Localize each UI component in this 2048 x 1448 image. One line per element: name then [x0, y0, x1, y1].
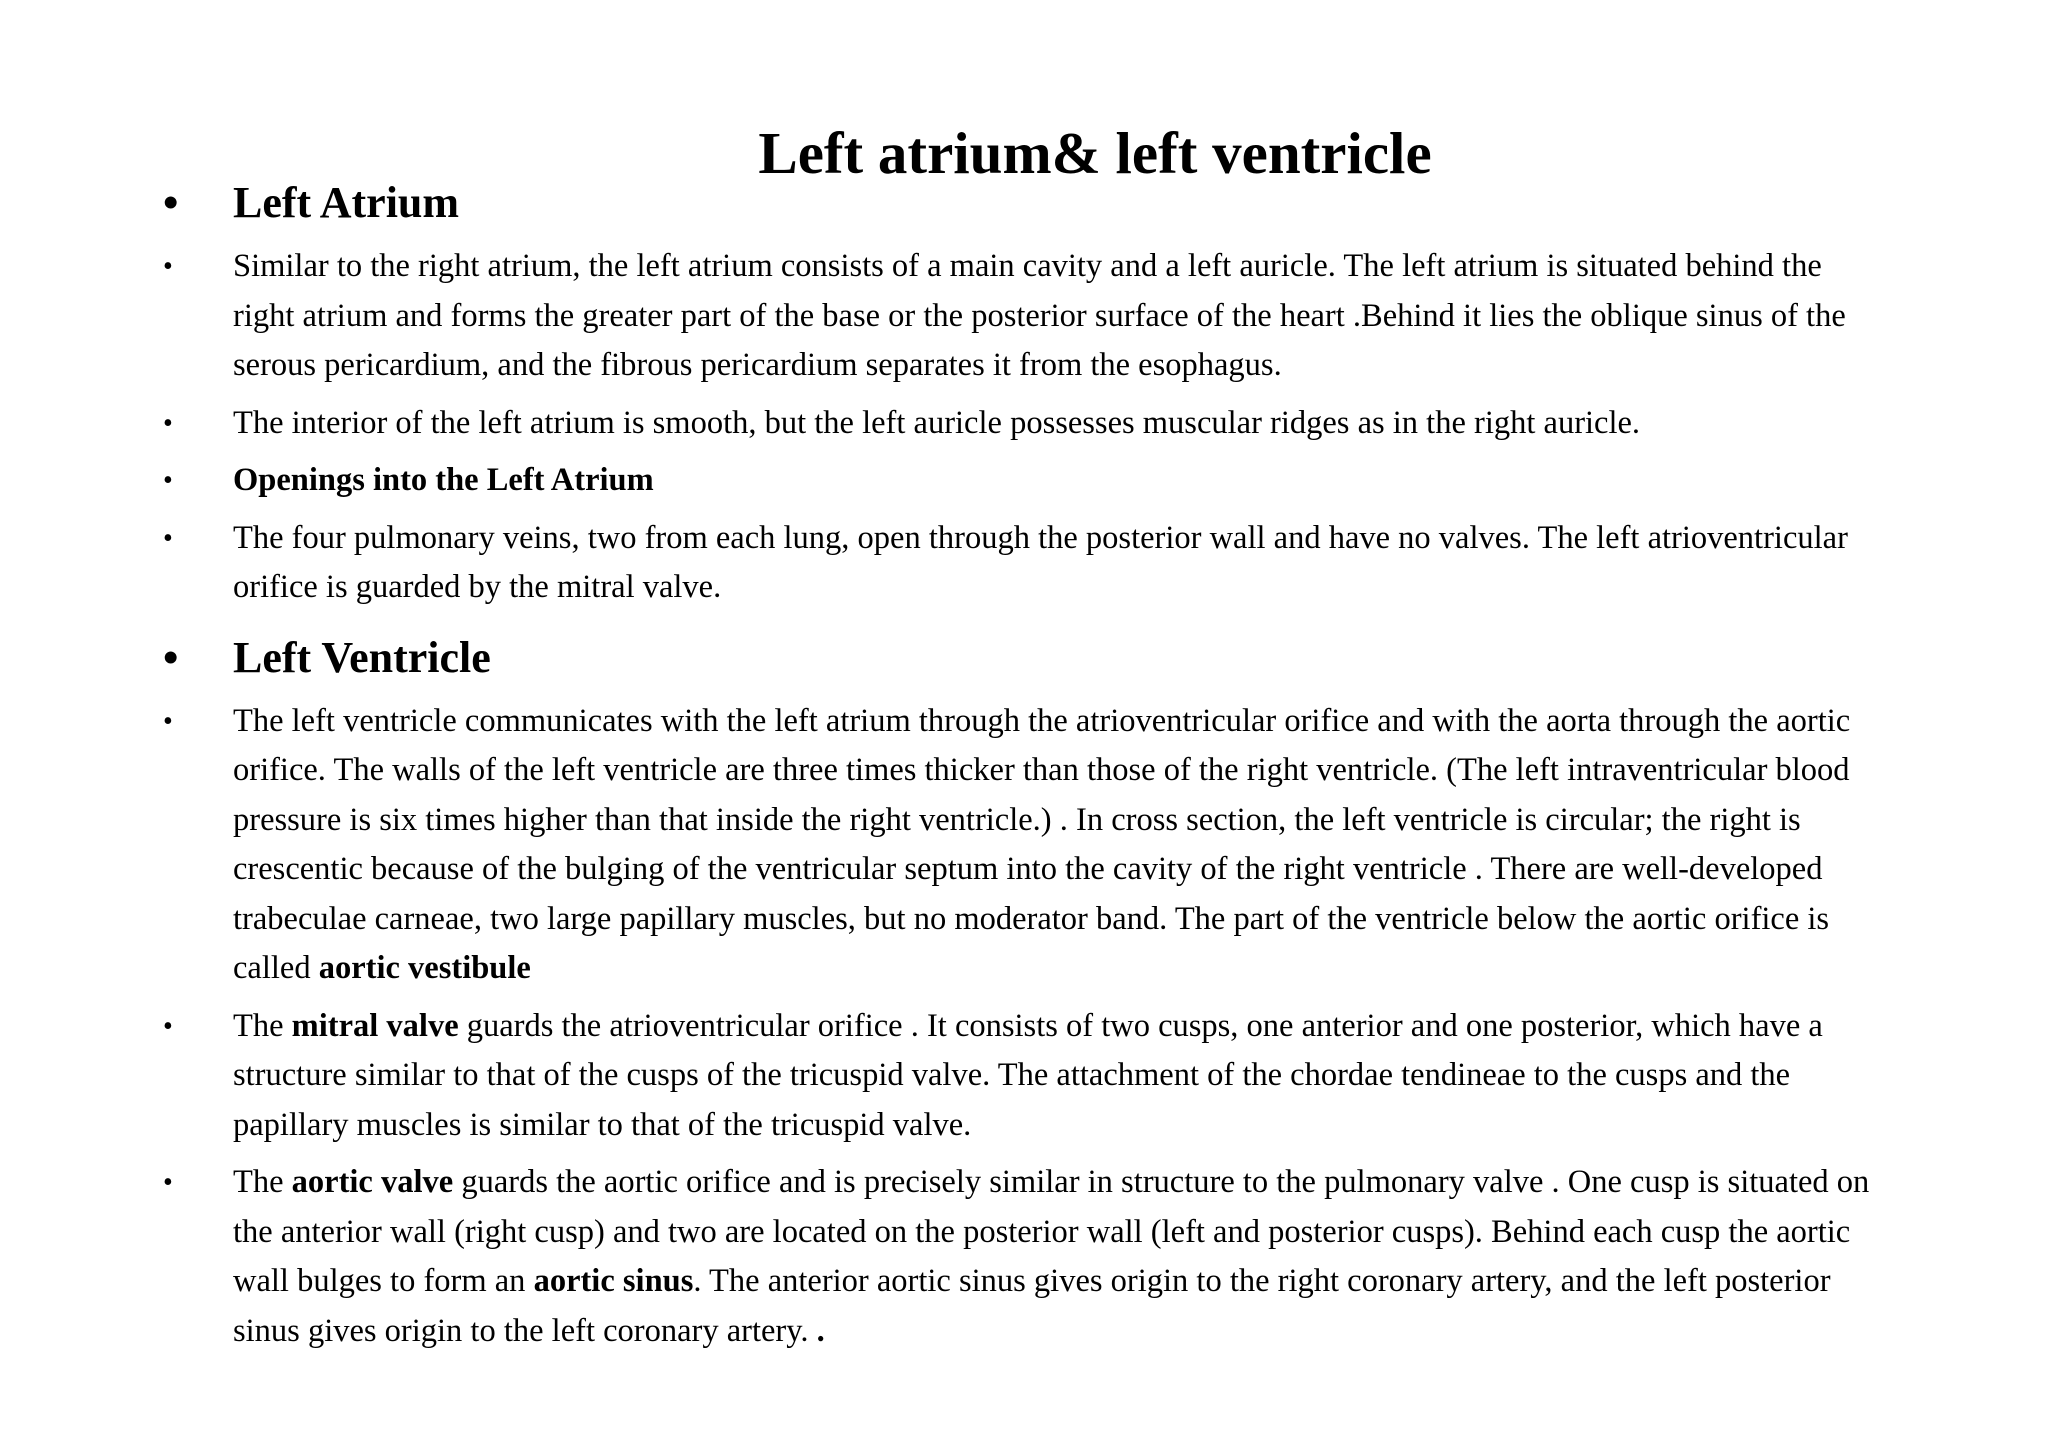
list-item	[0, 514, 1873, 613]
bold-term: aortic sinus	[533, 1263, 694, 1299]
bullet: •	[163, 1167, 173, 1198]
bullet: •	[163, 705, 173, 737]
paragraph-text	[233, 1164, 1869, 1349]
content-list	[0, 172, 2048, 1356]
bullet: •	[163, 178, 179, 227]
paragraph-text	[233, 1008, 1823, 1143]
text-run: . The anterior aortic sinus gives origin to the right coronary artery, and the left posterior sinus gives origin to the left coronary artery.	[233, 1263, 1831, 1349]
list-item	[0, 399, 1873, 449]
heading-text: Left Atrium	[233, 178, 460, 227]
bold-term: aortic valve	[291, 1164, 454, 1200]
bullet: •	[163, 465, 173, 496]
bold-term: mitral valve	[291, 1007, 459, 1044]
bullet: •	[163, 522, 173, 554]
bullet: •	[163, 251, 173, 282]
bold-term: aortic vestibule	[318, 950, 531, 986]
text-run: The	[233, 1007, 292, 1044]
section-heading-left-atrium	[0, 172, 1873, 234]
list-item	[0, 697, 1873, 994]
paragraph-text	[233, 703, 1850, 987]
text-run: guards the atrioventricular orifice . It consists of two cusps, one anterior and one posterior, which have a structure similar to that of the cusps of the tricuspid valve. The attachment of the chordae tendineae to the cusps and the papillary muscles is similar to that of the tricuspid valve.	[233, 1007, 1823, 1143]
list-item	[0, 242, 1873, 391]
bullet: •	[163, 1010, 173, 1042]
bold-period: .	[816, 1312, 825, 1349]
bullet: •	[163, 632, 179, 682]
subheading-text: Openings into the Left Atrium	[233, 462, 654, 498]
paragraph-text: The interior of the left atrium is smooth, but the left auricle possesses muscular ridges as in the right auricle.	[233, 404, 1641, 441]
heading-text: Left Ventricle	[233, 632, 491, 682]
paragraph-text: Similar to the right atrium, the left atrium consists of a main cavity and a left auricle. The left atrium is situated behind the right atrium and forms the greater part of the base or the posterior surface of the heart .Behind it lies the oblique sinus of the serous pericardium, and the fibrous pericardium separates it from the esophagus.	[233, 248, 1846, 383]
section-heading-left-ventricle	[0, 627, 1873, 689]
text-run: guards the aortic orifice and is precisely similar in structure to the pulmonary valve . One cusp is situated on the anterior wall (right cusp) and two are located on the posterior wall (left and posterior cusps). Behind each cusp the aortic wall bulges to form an	[233, 1164, 1870, 1299]
bullet: •	[163, 407, 173, 439]
text-run: The	[233, 1164, 292, 1200]
list-item	[0, 1158, 1873, 1356]
paragraph-text: The four pulmonary veins, two from each lung, open through the posterior wall and have no valves. The left atrioventricular orifice is guarded by the mitral valve.	[233, 519, 1848, 605]
text-run: The left ventricle communicates with the left atrium through the atrioventricular orifice and with the aorta through the aortic orifice. The walls of the left ventricle are three times thicker than those of the right ventricle. (The left intraventricular blood pressure is six times higher than that inside the right ventricle.) . In cross section, the left ventricle is circular; the right is crescentic because of the bulging of the ventricular septum into the cavity of the right ventricle . There are well-developed trabeculae carneae, two large papillary muscles, but no moderator band. The part of the ventricle below the aortic orifice is called	[233, 702, 1851, 986]
page-title: Left atrium& left ventricle	[758, 120, 1432, 186]
subheading-openings	[0, 456, 1873, 506]
list-item	[0, 1002, 1873, 1151]
